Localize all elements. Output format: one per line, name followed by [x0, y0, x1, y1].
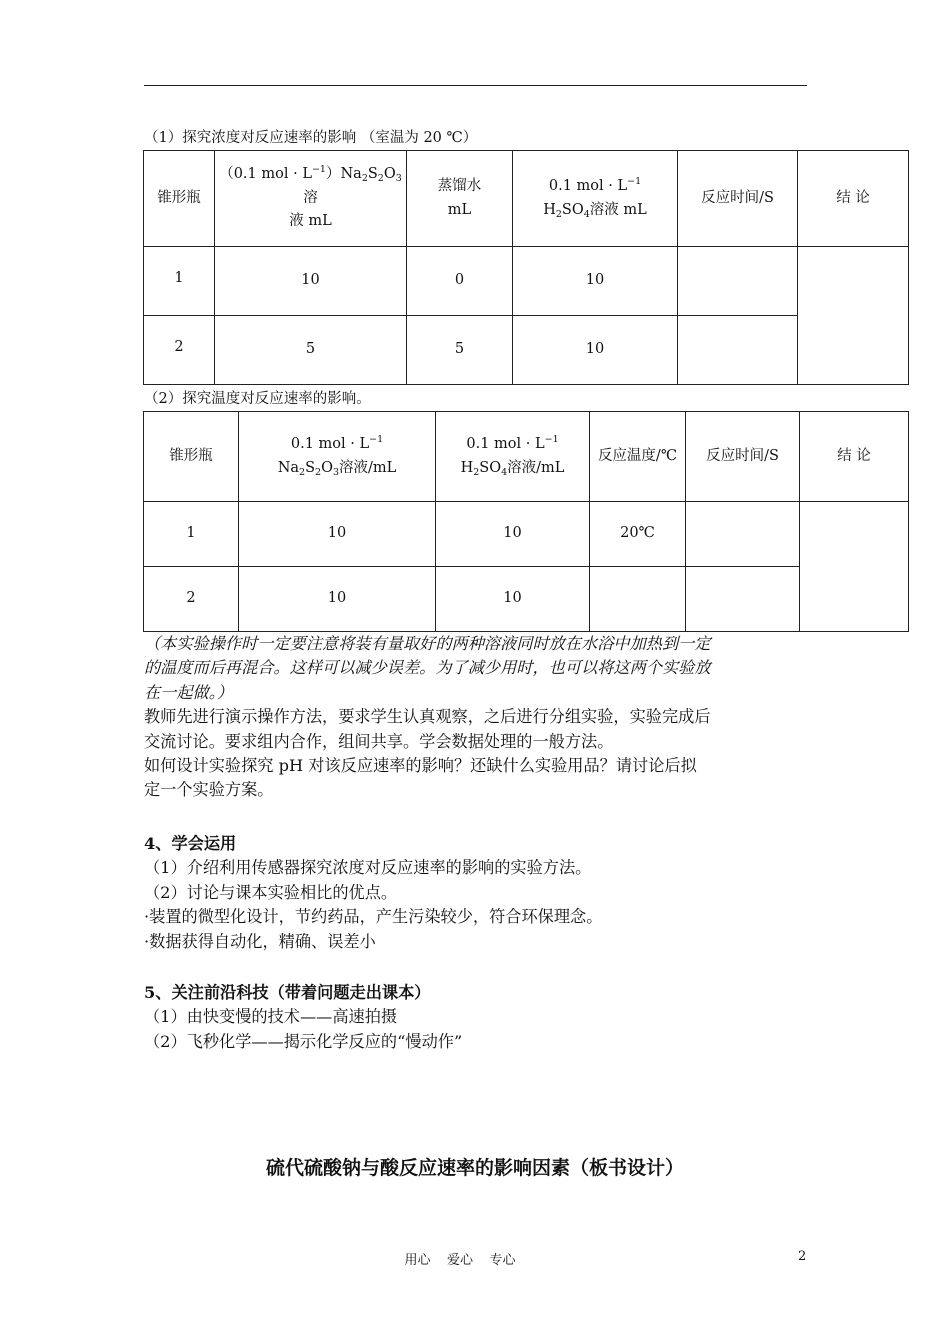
header-flask: 锥形瓶	[144, 151, 215, 247]
table1-caption: （1）探究浓度对反应速率的影响 （室温为 20 ℃）	[144, 130, 478, 146]
body-line: 定一个实验方案。	[144, 780, 274, 800]
cell-na2s2o3: 5	[215, 316, 407, 385]
body-line: 教师先进行演示操作方法，要求学生认真观察，之后进行分组实验，实验完成后	[144, 707, 711, 727]
body-line: 如何设计实验探究 pH 对该反应速率的影响？还缺什么实验用品？请讨论后拟	[144, 756, 697, 776]
cell-water: 0	[407, 247, 513, 316]
cell-temperature: 20℃	[590, 502, 686, 567]
page-number: 2	[798, 1249, 807, 1264]
cell-time	[686, 502, 800, 567]
concentration-table	[143, 150, 909, 385]
header-flask: 锥形瓶	[144, 412, 239, 502]
cell-flask: 2	[144, 567, 239, 632]
header-reaction-temperature: 反应温度/℃	[590, 412, 686, 502]
header-h2so4: 0.1 mol · $L^{-1}$ $H_2SO_4$溶液/mL	[436, 412, 590, 502]
header-conclusion: 结 论	[798, 151, 909, 247]
cell-h2so4: 10	[513, 316, 678, 385]
table-row	[144, 316, 909, 385]
list-item: （2）讨论与课本实验相比的优点。	[144, 882, 398, 902]
cell-na2s2o3: 10	[215, 247, 407, 316]
temperature-table	[143, 411, 909, 632]
list-item: （1）由快变慢的技术——高速拍摄	[144, 1007, 398, 1027]
header-na2s2o3: （0.1 mol · $L^{-1})Na_2S_2O_3$溶 液 mL	[215, 151, 407, 247]
list-item: （1）介绍利用传感器探究浓度对反应速率的影响的实验方法。	[144, 858, 592, 878]
cell-h2so4: 10	[436, 567, 590, 632]
cell-na2s2o3: 10	[239, 567, 436, 632]
note-line: 的温度而后再混合。这样可以减少误差。为了减少用时，也可以将这两个实验放	[144, 658, 711, 678]
header-na2s2o3: 0.1 mol · $L^{-1}$ $Na_2S_2O_3$溶液/mL	[239, 412, 436, 502]
list-item: ·数据获得自动化，精确、误差小	[144, 931, 376, 951]
list-item: （2）飞秒化学——揭示化学反应的“慢动作”	[144, 1031, 463, 1051]
board-design-title: 硫代硫酸钠与酸反应速率的影响因素（板书设计）	[265, 1157, 684, 1179]
footer-motto: 用心 爱心 专心	[404, 1253, 516, 1268]
cell-temperature	[590, 567, 686, 632]
cell-water: 5	[407, 316, 513, 385]
cell-flask: 1	[144, 502, 239, 567]
header-water: 蒸馏水 mL	[407, 151, 513, 247]
cell-h2so4: 10	[513, 247, 678, 316]
list-item: ·装置的微型化设计，节约药品，产生污染较少，符合环保理念。	[144, 907, 603, 927]
cell-na2s2o3: 10	[239, 502, 436, 567]
body-line: 交流讨论。要求组内合作，组间共享。学会数据处理的一般方法。	[144, 731, 614, 751]
cell-time	[678, 247, 798, 316]
cell-h2so4: 10	[436, 502, 590, 567]
note-line: （本实验操作时一定要注意将装有量取好的两种溶液同时放在水浴中加热到一定	[144, 634, 711, 653]
cell-conclusion	[798, 247, 909, 385]
table-row	[144, 567, 909, 632]
table-header-row	[144, 151, 909, 247]
table-header-row	[144, 412, 909, 502]
notes-block	[144, 632, 809, 803]
table-row	[144, 247, 909, 316]
cell-time	[686, 567, 800, 632]
table-row	[144, 502, 909, 567]
header-conclusion: 结 论	[800, 412, 909, 502]
header-h2so4: 0.1 mol · $L^{-1}$ $H_2SO_4$溶液 mL	[513, 151, 678, 247]
section-heading: 5、关注前沿科技（带着问题走出课本）	[144, 983, 431, 1002]
cell-flask: 1	[144, 247, 215, 316]
header-reaction-time: 反应时间/S	[686, 412, 800, 502]
cell-flask: 2	[144, 316, 215, 385]
section-5	[144, 981, 809, 1054]
section-4	[144, 832, 809, 954]
note-line: 在一起做。）	[144, 682, 234, 702]
header-reaction-time: 反应时间/S	[678, 151, 798, 247]
section-heading: 4、学会运用	[144, 834, 237, 853]
header-rule	[144, 85, 807, 86]
cell-conclusion	[800, 502, 909, 632]
cell-time	[678, 316, 798, 385]
table2-caption: （2）探究温度对反应速率的影响。	[144, 391, 371, 407]
